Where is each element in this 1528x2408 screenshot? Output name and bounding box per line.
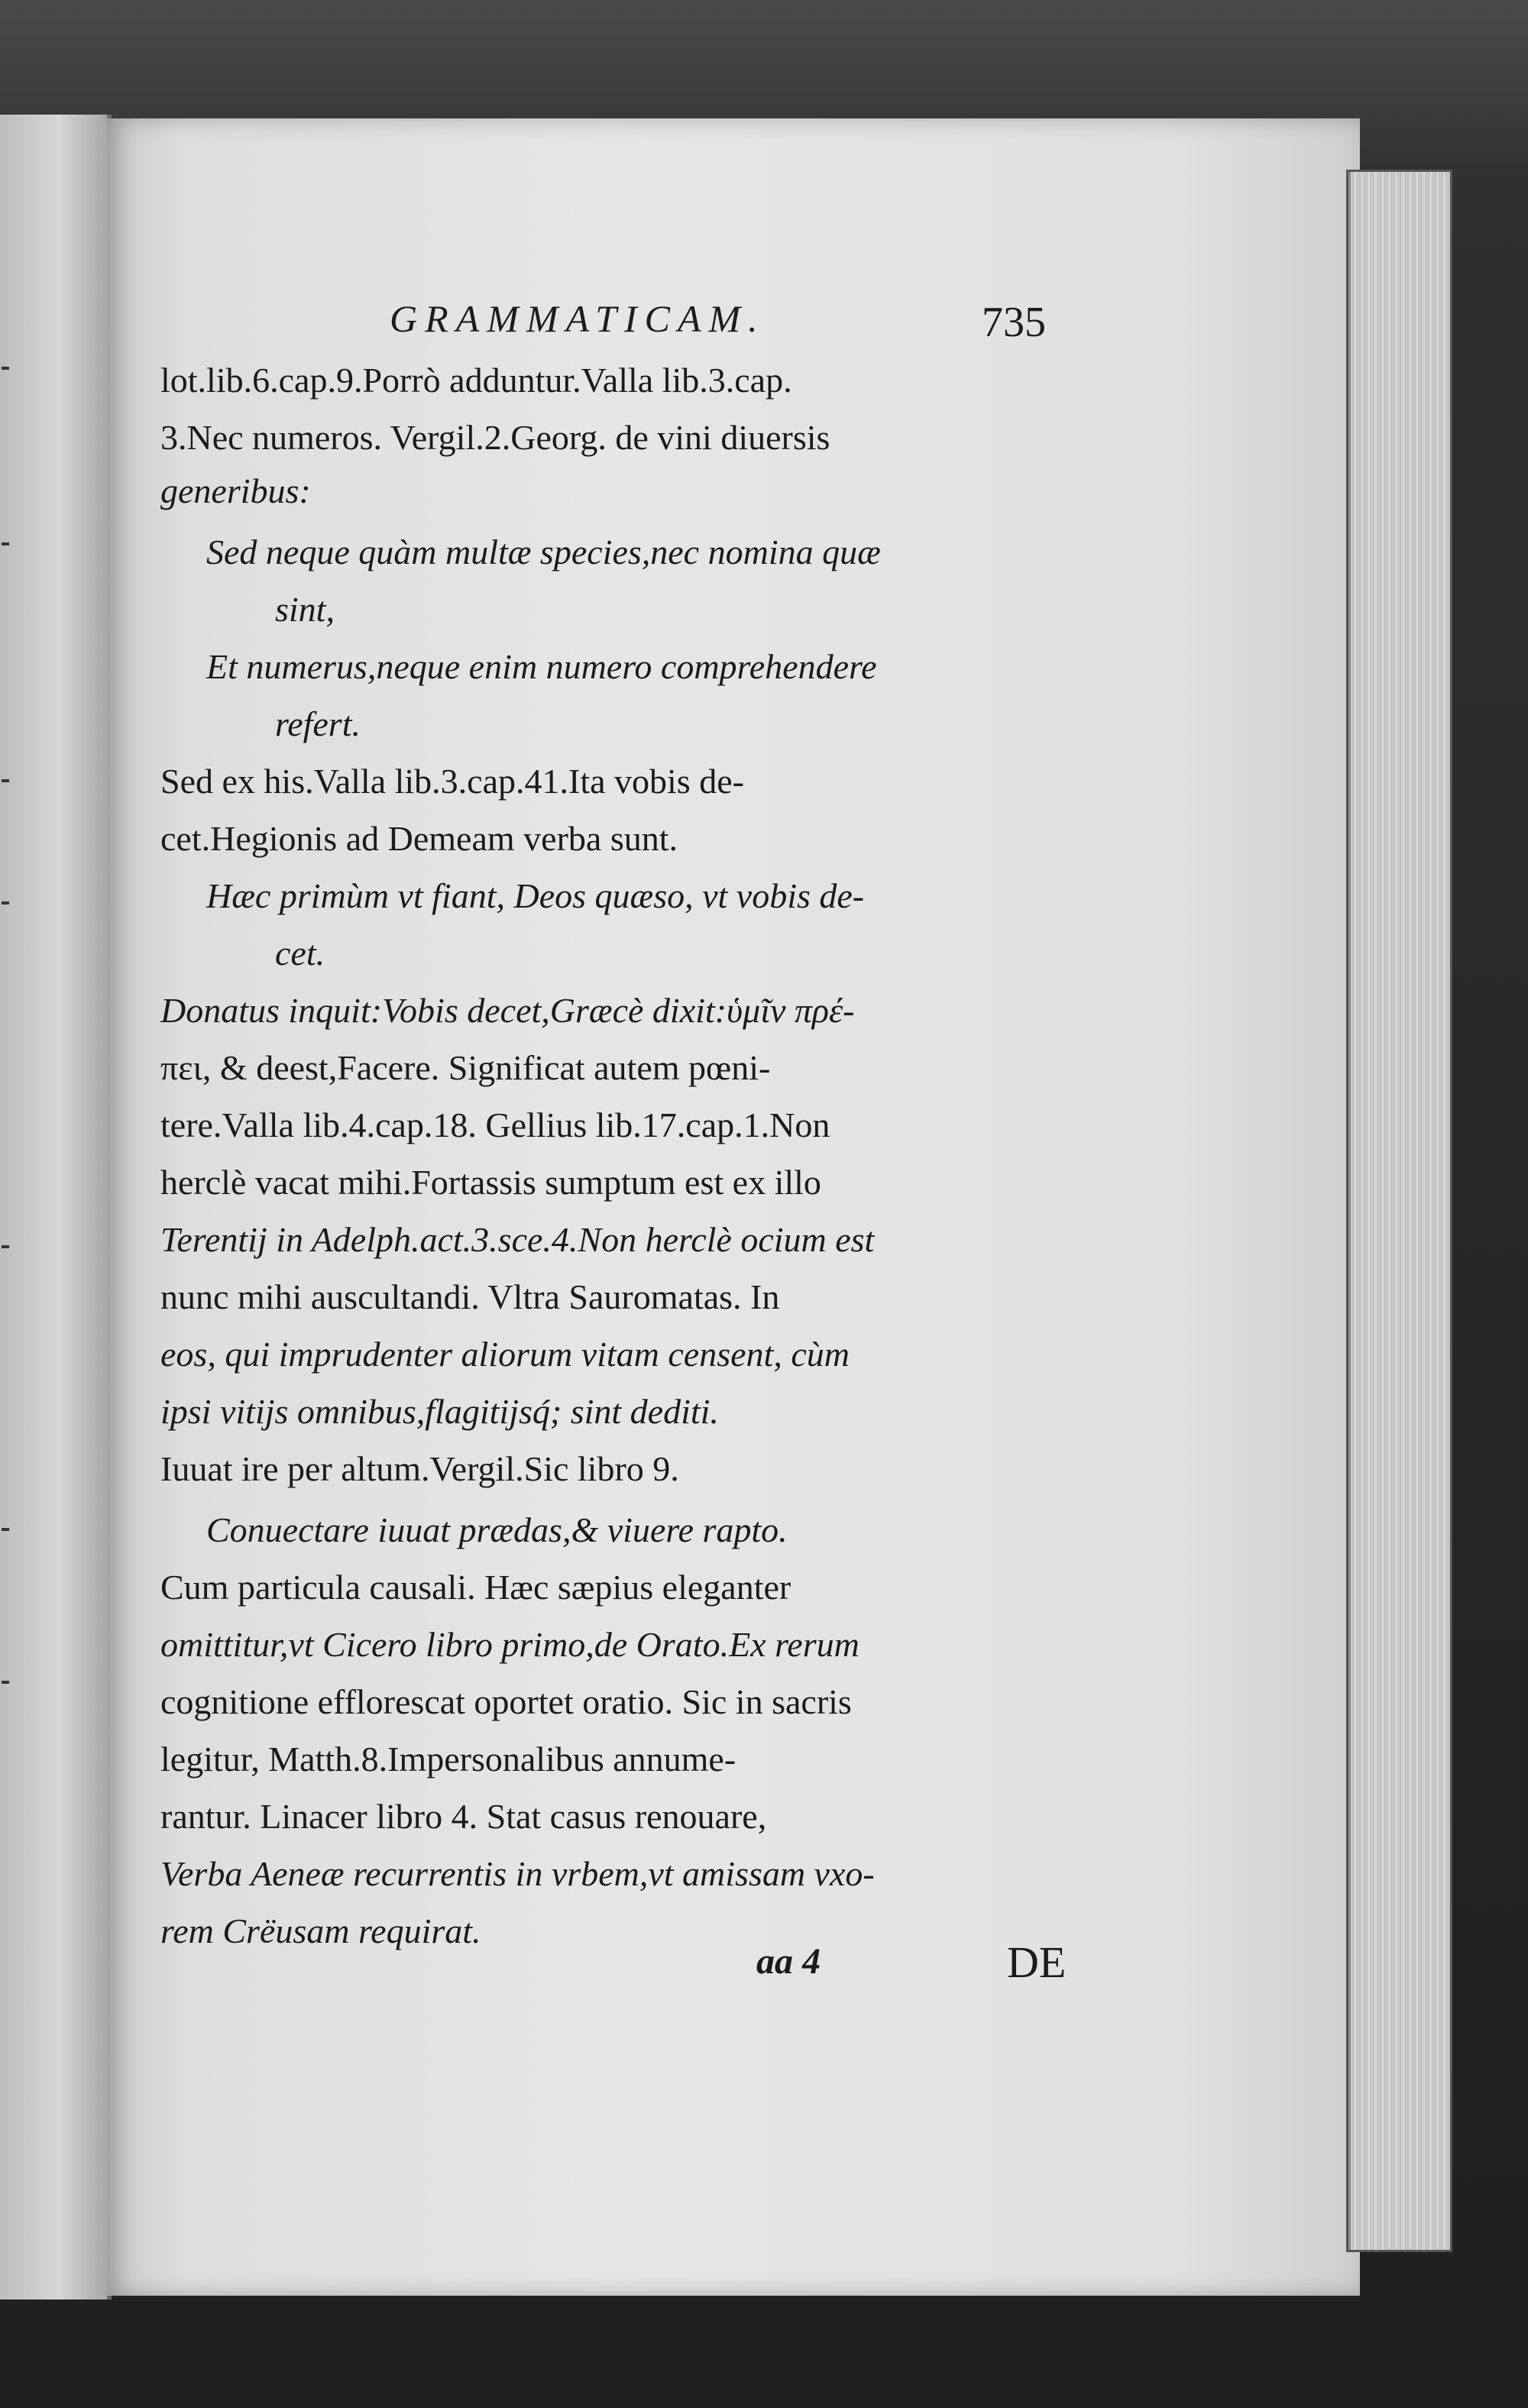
left-page-mark (2, 1681, 9, 1684)
text-line: 3.Nec numeros. Vergil.2.Georg. de vini diuersis (160, 418, 830, 457)
verse-line: sint, (275, 590, 335, 629)
text-line: omittitur,vt Cicero libro primo,de Orato.Ex rerum (160, 1625, 860, 1664)
text-line: herclè vacat mihi.Fortassis sumptum est ex illo (160, 1163, 821, 1202)
text-line: Cum particula causali. Hæc sæpius eleganter (160, 1568, 792, 1607)
text-line: eos, qui imprudenter aliorum vitam censent, cùm (160, 1335, 850, 1374)
text-line: Sed ex his.Valla lib.3.cap.41.Ita vobis de- (160, 762, 744, 801)
left-page-mark (2, 901, 9, 905)
verse-line: Et numerus,neque enim numero comprehendere (206, 647, 877, 686)
text-line: rantur. Linacer libro 4. Stat casus renouare, (160, 1797, 767, 1836)
text-line: nunc mihi auscultandi. Vltra Sauromatas. In (160, 1277, 780, 1316)
left-page-mark (2, 1528, 9, 1531)
catchword: DE (1007, 1937, 1067, 1987)
left-page-mark (2, 542, 9, 545)
left-page-mark (2, 1245, 9, 1248)
page-edges (1348, 172, 1450, 2250)
text-line: generibus: (160, 471, 311, 510)
text-line: tere.Valla lib.4.cap.18. Gellius lib.17.cap.1.Non (160, 1105, 830, 1144)
signature-mark: aa 4 (756, 1941, 821, 1982)
running-head: GRAMMATICAM. (390, 297, 766, 340)
verse-line: cet. (275, 934, 325, 973)
text-line: Terentij in Adelph.act.3.sce.4.Non herclè ocium est (160, 1220, 875, 1259)
text-line: legitur, Matth.8.Impersonalibus annume- (160, 1740, 736, 1778)
left-page-edge (0, 115, 112, 2300)
verse-line: Conuectare iuuat prædas,& viuere rapto. (206, 1510, 788, 1549)
page-number: 735 (982, 299, 1046, 346)
text-line: cet.Hegionis ad Demeam verba sunt. (160, 819, 678, 858)
text-line: cognitione efflorescat oportet oratio. Sic in sacris (160, 1682, 852, 1721)
text-line: Donatus inquit:Vobis decet,Græcè dixit:ὑμῖν πρέ- (160, 991, 855, 1030)
text-line: πει, & deest,Facere. Significat autem pœni- (160, 1048, 771, 1087)
text-line: lot.lib.6.cap.9.Porrò adduntur.Valla lib.3.cap. (160, 361, 792, 400)
text-line: rem Crëusam requirat. (160, 1911, 481, 1950)
left-page-mark (2, 779, 9, 782)
text-line: ipsi vitijs omnibus,flagitijsq́; sint dediti. (160, 1392, 719, 1431)
text-line: Iuuat ire per altum.Vergil.Sic libro 9. (160, 1449, 679, 1488)
verse-line: refert. (275, 704, 361, 743)
text-line: Verba Aeneæ recurrentis in vrbem,vt amissam vxo- (160, 1854, 875, 1893)
left-page-mark (2, 367, 9, 370)
verse-line: Sed neque quàm multæ species,nec nomina quæ (206, 532, 881, 571)
verse-line: Hæc primùm vt fiant, Deos quæso, vt vobis de- (206, 876, 865, 915)
